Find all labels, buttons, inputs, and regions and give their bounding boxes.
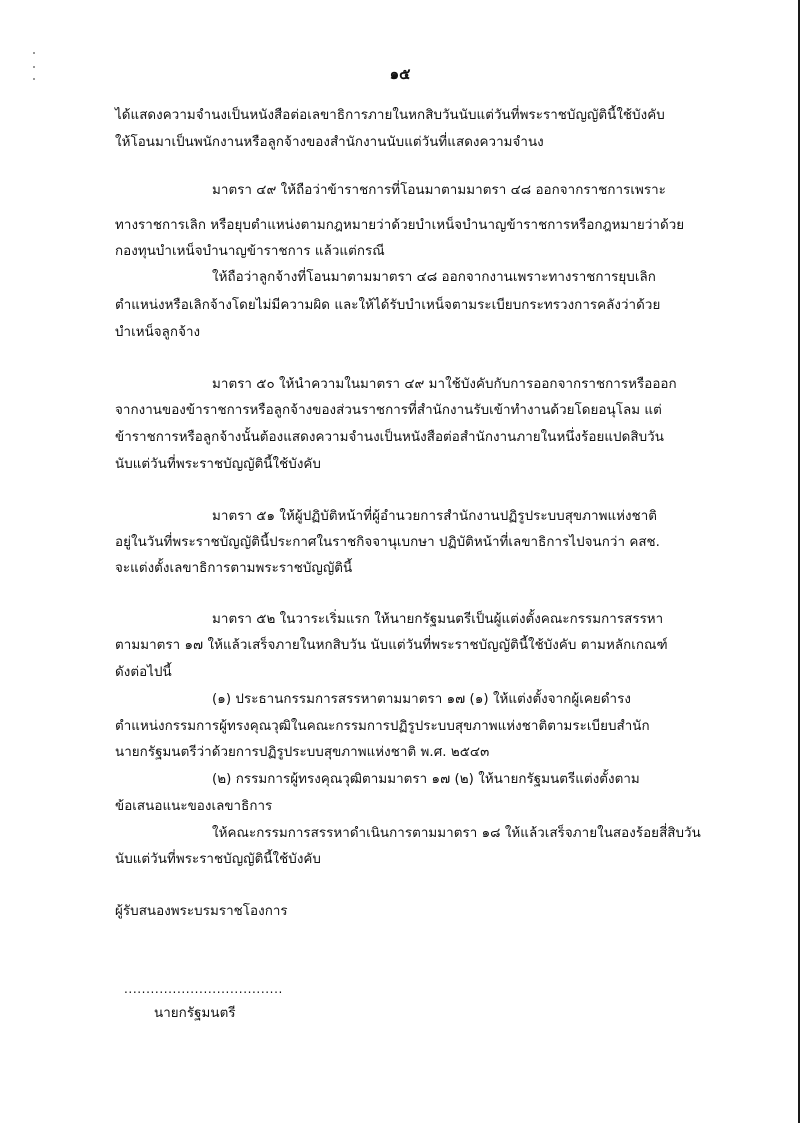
text-line: ดังต่อไปนี้ <box>115 665 172 680</box>
text-line: นับแต่วันที่พระราชบัญญัตินี้ใช้บังคับ <box>115 457 321 472</box>
text-line: ได้แสดงความจำนงเป็นหนังสือต่อเลขาธิการภายในหกสิบวันนับแต่วันที่พระราชบัญญัตินี้ใช้บังคับ <box>115 108 665 123</box>
text-line: ข้าราชการหรือลูกจ้างนั้นต้องแสดงความจำนงเป็นหนังสือต่อสำนักงานภายในหนึ่งร้อยแปดสิบวัน <box>115 430 664 445</box>
section-52-heading-line: มาตรา ๕๒ ในวาระเริ่มแรก ให้นายกรัฐมนตรีเป็นผู้แต่งตั้งคณะกรรมการสรรหา <box>212 612 664 627</box>
text-line: จากงานของข้าราชการหรือลูกจ้างของส่วนราชการที่สำนักงานรับเข้าทำงานด้วยโดยอนุโลม แต่ <box>115 403 662 418</box>
section-50-heading-line: มาตรา ๕๐ ให้นำความในมาตรา ๔๙ มาใช้บังคับกับการออกจากราชการหรือออก <box>212 377 677 392</box>
list-item-2-line: (๒) กรรมการผู้ทรงคุณวุฒิตามมาตรา ๑๗ (๒) ให้นายกรัฐมนตรีแต่งตั้งตาม <box>212 772 640 787</box>
text-line: บำเหน็จลูกจ้าง <box>115 325 201 340</box>
text-line: กองทุนบำเหน็จบำนาญข้าราชการ แล้วแต่กรณี <box>115 244 385 259</box>
page-number: ๑๕ <box>389 65 411 83</box>
section-49-heading-line: มาตรา ๔๙ ให้ถือว่าข้าราชการที่โอนมาตามมาตรา ๔๘ ออกจากราชการเพราะ <box>212 183 666 198</box>
signatory-title: นายกรัฐมนตรี <box>154 1006 236 1021</box>
text-line: ข้อเสนอแนะของเลขาธิการ <box>115 799 273 814</box>
list-item-1-line: (๑) ประธานกรรมการสรรหาตามมาตรา ๑๗ (๑) ให้แต่งตั้งจากผู้เคยดำรง <box>212 692 631 707</box>
text-line: ตำแหน่งกรรมการผู้ทรงคุณวุฒิในคณะกรรมการปฏิรูประบบสุขภาพแห่งชาติตามระเบียบสำนัก <box>115 719 650 734</box>
text-line: นายกรัฐมนตรีว่าด้วยการปฏิรูประบบสุขภาพแห่งชาติ พ.ศ. ๒๕๔๓ <box>115 745 490 760</box>
text-line: ให้คณะกรรมการสรรหาดำเนินการตามมาตรา ๑๘ ให้แล้วเสร็จภายในสองร้อยสี่สิบวัน <box>212 826 701 841</box>
text-line: ตามมาตรา ๑๗ ให้แล้วเสร็จภายในหกสิบวัน นับแต่วันที่พระราชบัญญัตินี้ใช้บังคับ ตามหลักเกณฑ์ <box>115 638 668 653</box>
countersignature-label: ผู้รับสนองพระบรมราชโองการ <box>115 904 288 919</box>
text-line: อยู่ในวันที่พระราชบัญญัตินี้ประกาศในราชกิจจานุเบกษา ปฏิบัติหน้าที่เลขาธิการไปจนกว่า คสช. <box>115 535 660 550</box>
text-line: ให้ถือว่าลูกจ้างที่โอนมาตามมาตรา ๔๘ ออกจากงานเพราะทางราชการยุบเลิก <box>212 270 656 285</box>
text-line: จะแต่งตั้งเลขาธิการตามพระราชบัญญัตินี้ <box>115 561 353 576</box>
text-line: ตำแหน่งหรือเลิกจ้างโดยไม่มีความผิด และให้ได้รับบำเหน็จตามระเบียบกระทรวงการคลังว่าด้วย <box>115 298 661 313</box>
text-line: ให้โอนมาเป็นพนักงานหรือลูกจ้างของสำนักงานนับแต่วันที่แสดงความจำนง <box>115 135 544 150</box>
section-51-heading-line: มาตรา ๕๑ ให้ผู้ปฏิบัติหน้าที่ผู้อำนวยการสำนักงานปฏิรูประบบสุขภาพแห่งชาติ <box>212 509 658 524</box>
scan-speck <box>33 52 35 54</box>
text-line: ทางราชการเลิก หรือยุบตำแหน่งตามกฎหมายว่าด้วยบำเหน็จบำนาญข้าราชการหรือกฎหมายว่าด้วย <box>115 218 685 233</box>
text-line: นับแต่วันที่พระราชบัญญัตินี้ใช้บังคับ <box>115 852 321 867</box>
signature-dotted-line: .................................... <box>124 982 283 996</box>
